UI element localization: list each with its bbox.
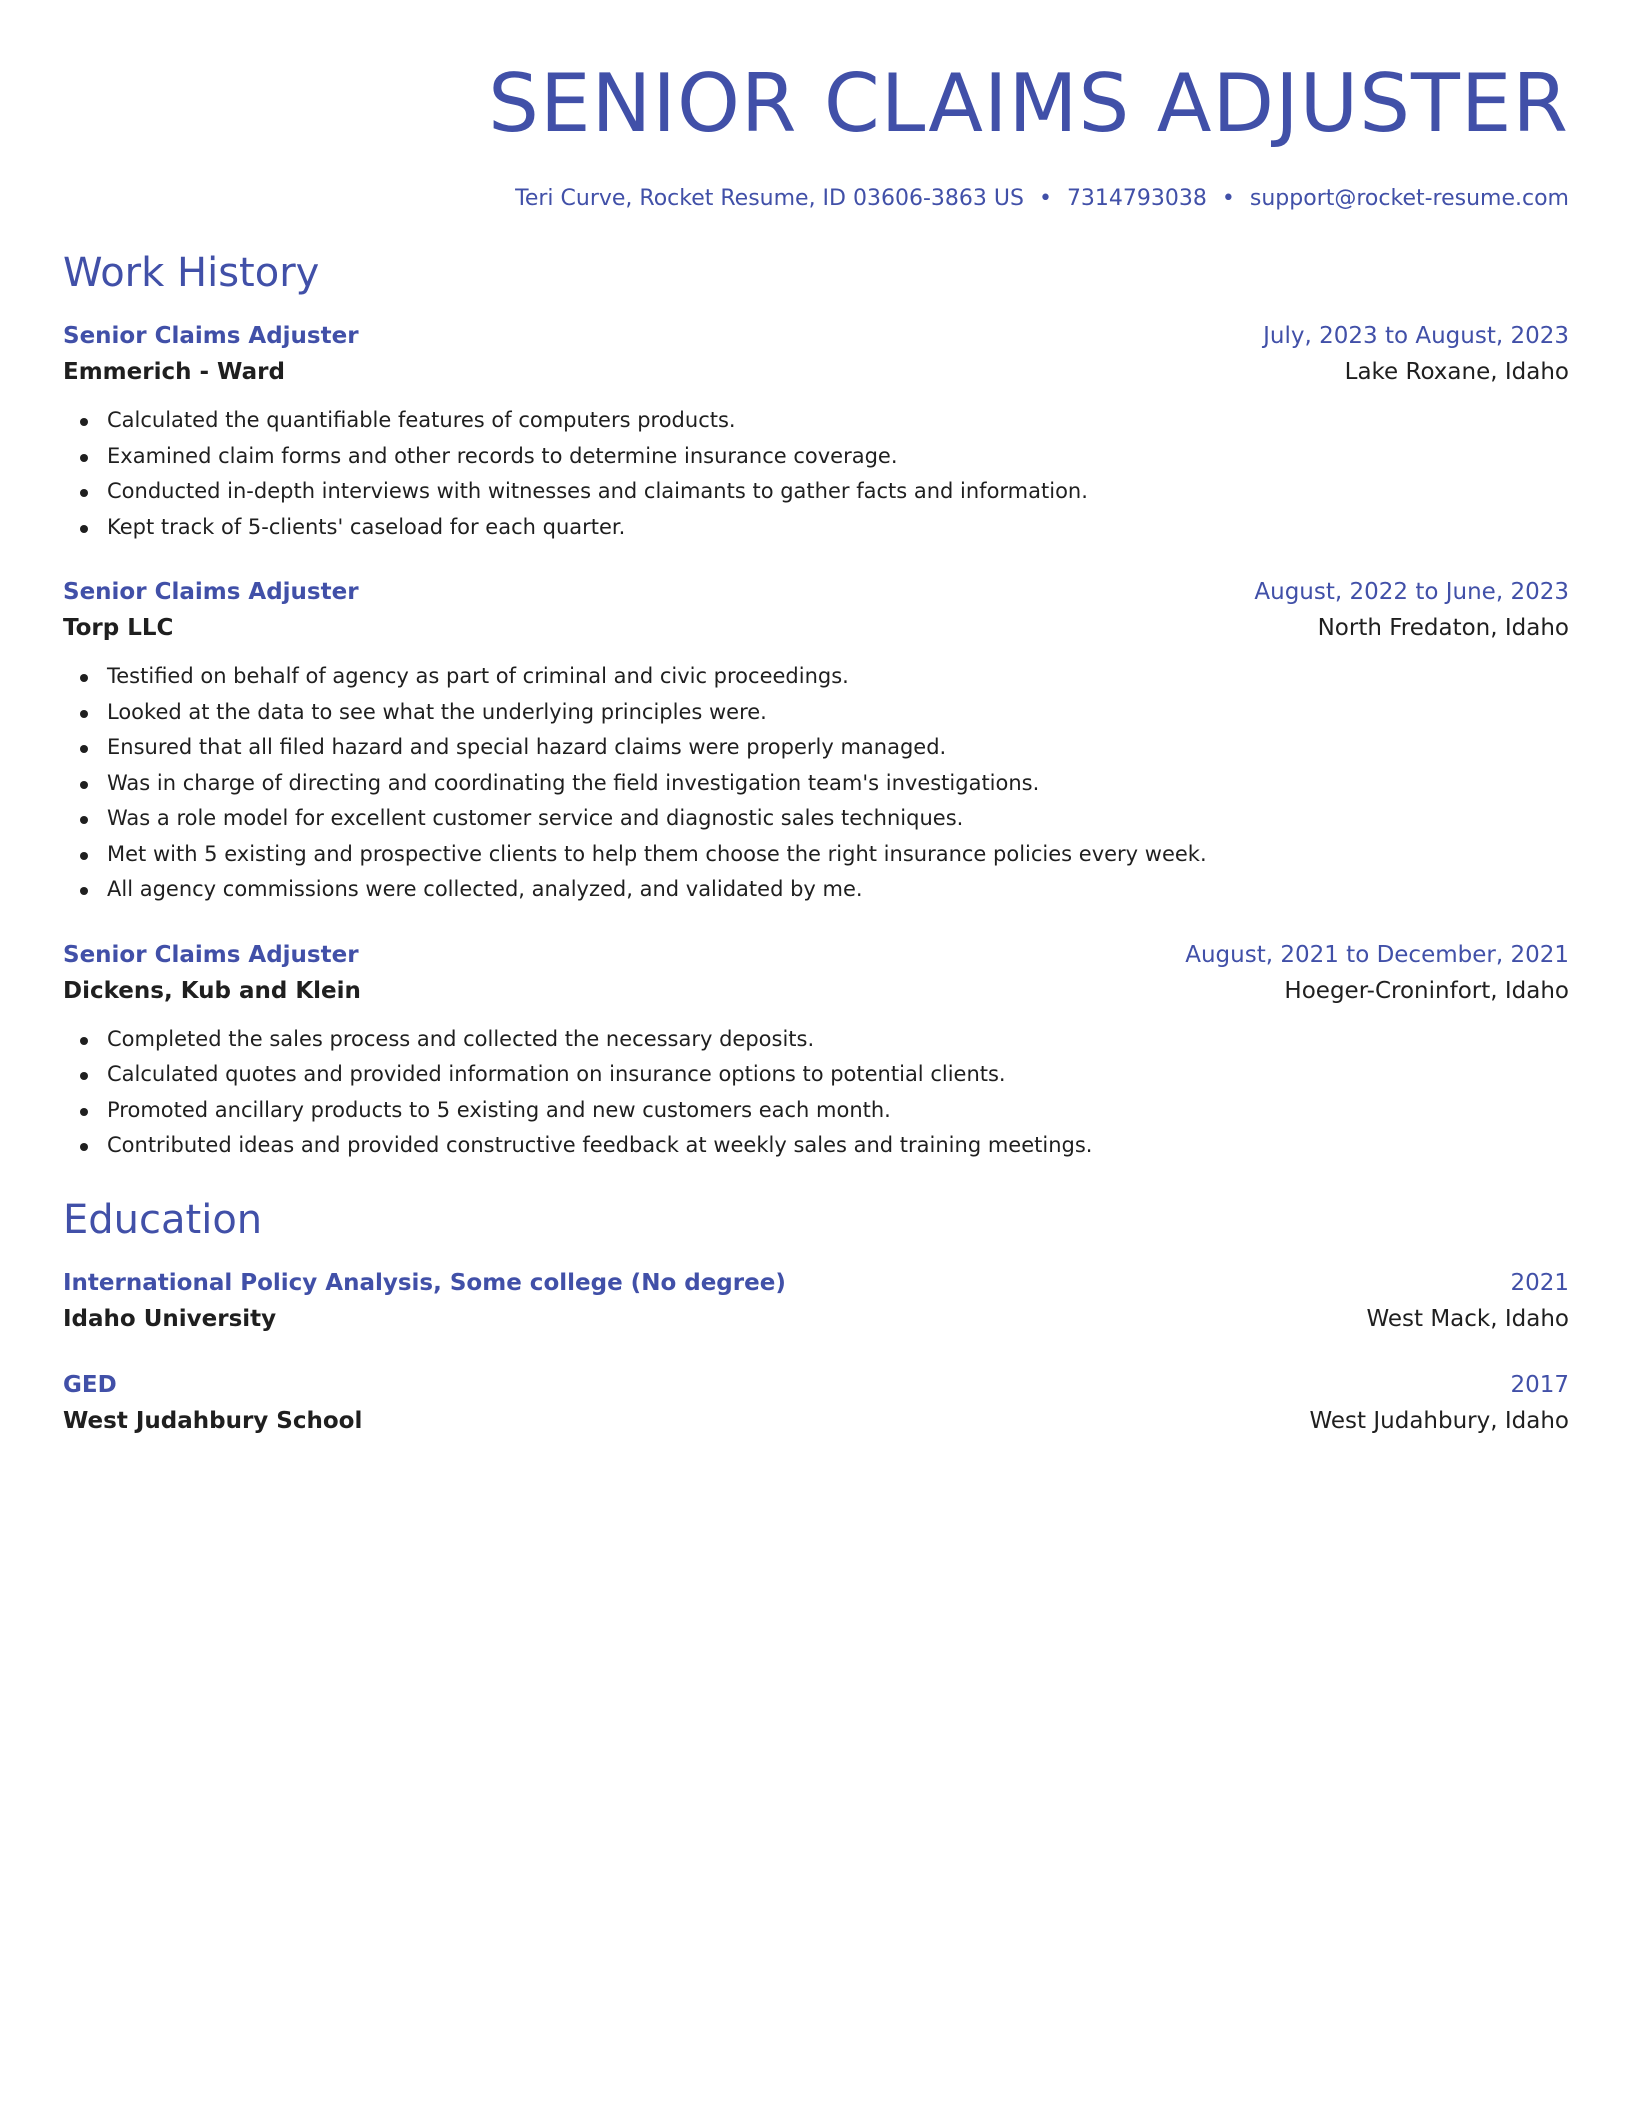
job-duties-list [63, 1022, 1569, 1164]
phone-text: 7314793038 [1066, 186, 1207, 211]
job-duties-list [63, 659, 1569, 908]
education-school: Idaho University [63, 1305, 277, 1332]
list-item: All agency commissions were collected, analyzed, and validated by me. [63, 872, 1569, 908]
education-section [63, 1194, 1569, 1440]
education-degree: GED [63, 1371, 117, 1398]
contact-line [63, 184, 1569, 214]
list-item: Examined claim forms and other records to determine insurance coverage. [63, 439, 1569, 475]
job-role: Senior Claims Adjuster [63, 323, 359, 349]
job-location: Lake Roxane, Idaho [1344, 359, 1569, 385]
list-item: Ensured that all filed hazard and special hazard claims were properly managed. [63, 730, 1569, 766]
job-company-row [63, 353, 1569, 391]
education-entry [63, 1266, 1569, 1338]
job-header-row [63, 319, 1569, 353]
address-text: Teri Curve, Rocket Resume, ID 03606-3863 US [515, 186, 1024, 211]
job-dates: July, 2023 to August, 2023 [1263, 323, 1569, 349]
job-location: North Fredaton, Idaho [1317, 615, 1569, 641]
job-duties-list [63, 403, 1569, 545]
list-item: Calculated the quantifiable features of computers products. [63, 403, 1569, 439]
education-heading: Education [63, 1196, 263, 1243]
education-entry [63, 1368, 1569, 1440]
job-role: Senior Claims Adjuster [63, 579, 359, 605]
education-school: West Judahbury School [63, 1407, 363, 1434]
job-dates: August, 2022 to June, 2023 [1254, 579, 1569, 605]
job-location: Hoeger-Croninfort, Idaho [1284, 977, 1569, 1004]
list-item: Was a role model for excellent customer service and diagnostic sales techniques. [63, 801, 1569, 837]
education-school-row [63, 1402, 1569, 1440]
job-dates: August, 2021 to December, 2021 [1185, 941, 1569, 968]
education-year: 2017 [1510, 1371, 1569, 1398]
job-entry [63, 319, 1569, 545]
list-item: Conducted in-depth interviews with witnesses and claimants to gather facts and information. [63, 474, 1569, 510]
job-company: Emmerich - Ward [63, 359, 285, 385]
education-degree: International Policy Analysis, Some college (No degree) [63, 1269, 786, 1296]
resume-header [63, 0, 1569, 214]
work-history-section [63, 247, 1569, 1164]
job-role: Senior Claims Adjuster [63, 941, 359, 968]
list-item: Kept track of 5-clients' caseload for each quarter. [63, 510, 1569, 546]
education-header-row [63, 1368, 1569, 1402]
job-header-row [63, 938, 1569, 972]
list-item: Promoted ancillary products to 5 existing and new customers each month. [63, 1093, 1569, 1129]
job-company-row [63, 609, 1569, 647]
page-title: SENIOR CLAIMS ADJUSTER [488, 57, 1569, 150]
separator-dot: • [1221, 186, 1235, 211]
education-header-row [63, 1266, 1569, 1300]
list-item: Looked at the data to see what the underlying principles were. [63, 695, 1569, 731]
list-item: Completed the sales process and collected the necessary deposits. [63, 1022, 1569, 1058]
list-item: Was in charge of directing and coordinating the field investigation team's investigations. [63, 766, 1569, 802]
list-item: Calculated quotes and provided information on insurance options to potential clients. [63, 1057, 1569, 1093]
list-item: Contributed ideas and provided constructive feedback at weekly sales and training meetings. [63, 1128, 1569, 1164]
education-school-row [63, 1300, 1569, 1338]
job-header-row [63, 575, 1569, 609]
education-location: West Mack, Idaho [1366, 1305, 1569, 1332]
job-company: Torp LLC [63, 615, 174, 641]
list-item: Met with 5 existing and prospective clients to help them choose the right insurance policies every week. [63, 837, 1569, 873]
education-year: 2021 [1510, 1269, 1569, 1296]
separator-dot: • [1038, 186, 1052, 211]
job-company: Dickens, Kub and Klein [63, 977, 361, 1004]
job-entry [63, 938, 1569, 1164]
education-location: West Judahbury, Idaho [1309, 1407, 1569, 1434]
email-link[interactable]: support@rocket-resume.com [1249, 186, 1569, 211]
work-history-heading: Work History [63, 250, 320, 296]
job-company-row [63, 972, 1569, 1010]
list-item: Testified on behalf of agency as part of criminal and civic proceedings. [63, 659, 1569, 695]
job-entry [63, 575, 1569, 908]
